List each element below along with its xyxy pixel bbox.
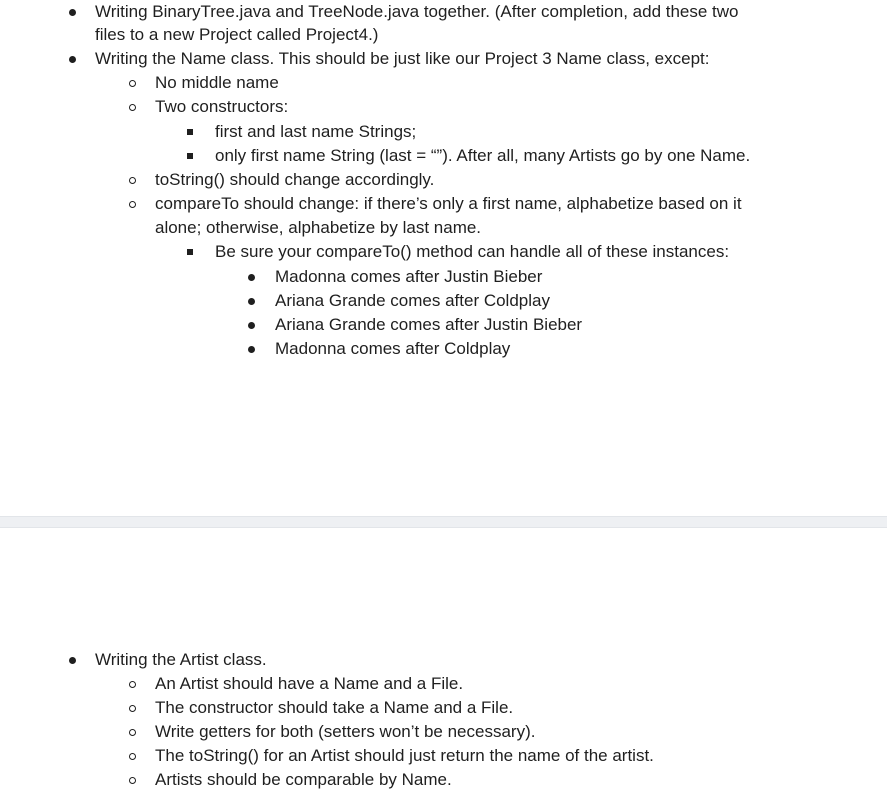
bullet-circle-icon (122, 720, 142, 744)
list-item: Writing BinaryTree.java and TreeNode.java together. (After completion, add these two (95, 2, 739, 21)
bullet-dot-icon (62, 648, 82, 672)
list-item: An Artist should have a Name and a File. (155, 674, 464, 693)
list-item: compareTo should change: if there’s only a first name, alphabetize based on it (155, 194, 742, 213)
bullet-dot-icon (241, 337, 261, 361)
bullet-circle-icon (122, 71, 142, 95)
bullet-circle-icon (122, 696, 142, 720)
list-item: Artists should be comparable by Name. (155, 770, 452, 789)
bullet-circle-icon (122, 168, 142, 192)
list-item: Be sure your compareTo() method can handle all of these instances: (215, 242, 730, 261)
list-item: only first name String (last = “”). After all, many Artists go by one Name. (215, 146, 751, 165)
bullet-dot-icon (241, 265, 261, 289)
bullet-circle-icon (122, 192, 142, 216)
page-break (0, 516, 887, 528)
list-item: No middle name (155, 73, 279, 92)
bullet-dot-icon (241, 313, 261, 337)
list-item: Madonna comes after Justin Bieber (275, 267, 543, 286)
bullet-circle-icon (122, 768, 142, 792)
bullet-circle-icon (122, 744, 142, 768)
bullet-dot-icon (241, 289, 261, 313)
list-item: Writing the Name class. This should be just like our Project 3 Name class, except: (95, 49, 710, 68)
bullet-dot-icon (62, 47, 82, 71)
list-item: The constructor should take a Name and a File. (155, 698, 514, 717)
list-item-continuation: alone; otherwise, alphabetize by last name. (155, 218, 482, 237)
list-item: Two constructors: (155, 97, 289, 116)
list-item: Write getters for both (setters won’t be necessary). (155, 722, 536, 741)
list-item: Madonna comes after Coldplay (275, 339, 511, 358)
list-item-continuation: files to a new Project called Project4.) (95, 25, 379, 44)
bullet-square-icon (180, 120, 200, 144)
list-item: first and last name Strings; (215, 122, 417, 141)
list-item: Writing the Artist class. (95, 650, 267, 669)
bullet-circle-icon (122, 672, 142, 696)
bullet-circle-icon (122, 95, 142, 119)
bullet-dot-icon (62, 0, 82, 24)
list-item: Ariana Grande comes after Coldplay (275, 291, 550, 310)
bullet-square-icon (180, 240, 200, 264)
document-page-2 (0, 528, 887, 810)
list-item: Ariana Grande comes after Justin Bieber (275, 315, 583, 334)
list-item: toString() should change accordingly. (155, 170, 435, 189)
list-item: The toString() for an Artist should just return the name of the artist. (155, 746, 654, 765)
bullet-square-icon (180, 144, 200, 168)
